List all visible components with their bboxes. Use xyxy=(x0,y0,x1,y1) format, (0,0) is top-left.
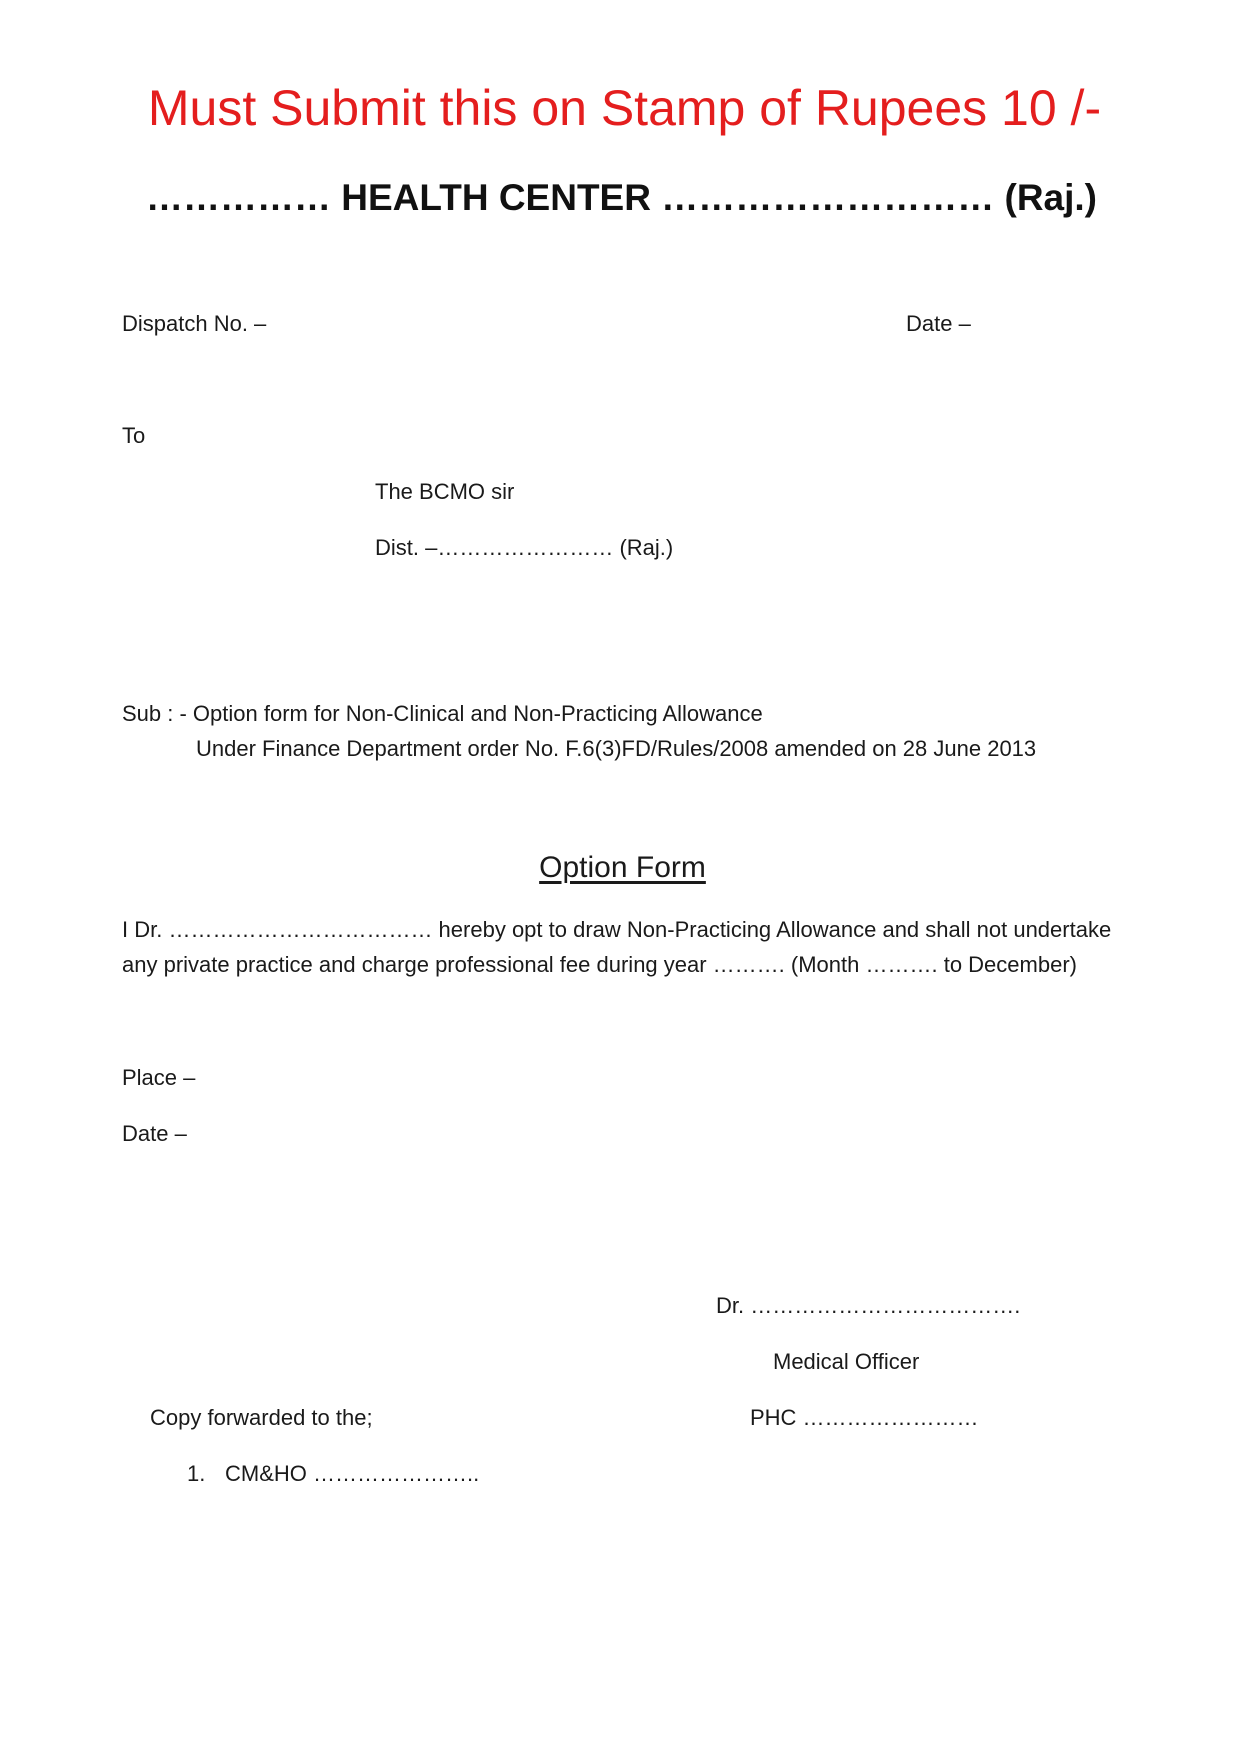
signature-phc: PHC …………………… xyxy=(750,1405,979,1430)
subject-line-1: Sub : - Option form for Non-Clinical and Non-Practicing Allowance xyxy=(122,701,763,726)
stamp-requirement-note: Must Submit this on Stamp of Rupees 10 /- xyxy=(147,80,1102,136)
footer-date-label: Date – xyxy=(122,1121,187,1146)
header-date-label: Date – xyxy=(906,311,971,336)
recipient-district: Dist. –…………………… (Raj.) xyxy=(375,535,674,560)
subject-line-2: Under Finance Department order No. F.6(3)FD/Rules/2008 amended on 28 June 2013 xyxy=(196,736,1037,761)
option-form-heading: Option Form xyxy=(539,851,706,884)
declaration-line-2: any private practice and charge professional fee during year ………. (Month ………. to December) xyxy=(122,952,1077,977)
copy-forwarded-label: Copy forwarded to the; xyxy=(150,1405,373,1430)
dispatch-number-label: Dispatch No. – xyxy=(122,311,267,336)
declaration-line-1: I Dr. ……………………………… hereby opt to draw Non-Practicing Allowance and shall not undertake xyxy=(122,917,1112,942)
health-center-title: …………… HEALTH CENTER ……………………… (Raj.) xyxy=(145,177,1098,218)
place-label: Place – xyxy=(122,1065,196,1090)
signature-doctor-name: Dr. ………………………………. xyxy=(716,1293,1021,1318)
recipient-name: The BCMO sir xyxy=(375,479,515,504)
to-label: To xyxy=(122,423,146,448)
list-item-text: CM&HO ………………….. xyxy=(225,1461,480,1486)
list-item xyxy=(187,1460,479,1488)
signature-designation: Medical Officer xyxy=(773,1349,920,1374)
list-item-number: 1. xyxy=(187,1461,206,1486)
